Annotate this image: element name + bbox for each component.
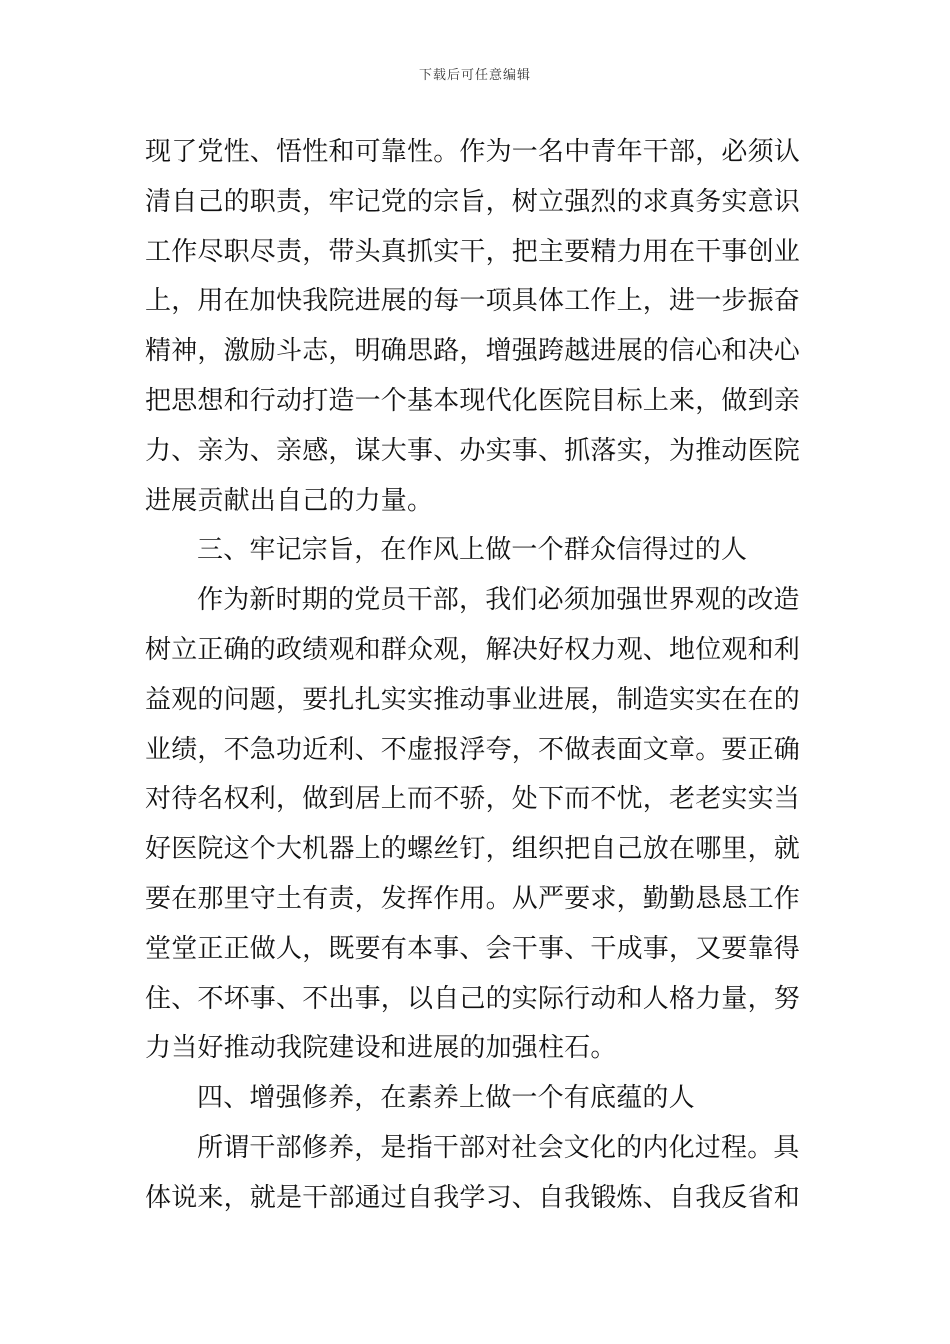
text-line: 清自己的职责，牢记党的宗旨，树立强烈的求真务实意识 <box>145 186 801 217</box>
section-heading: 三、牢记宗旨，在作风上做一个群众信得过的人 <box>197 535 748 566</box>
document-body <box>145 128 817 1224</box>
text-line: 进展贡献出自己的力量。 <box>145 485 434 516</box>
text-line: 作为新时期的党员干部，我们必须加强世界观的改造 <box>197 585 800 616</box>
text-line: 上，用在加快我院进展的每一项具体工作上，进一步振奋 <box>145 286 801 317</box>
text-line: 堂堂正正做人，既要有本事、会干事、干成事，又要靠得 <box>145 933 801 964</box>
text-line: 所谓干部修养，是指干部对社会文化的内化过程。具 <box>197 1132 800 1163</box>
text-line: 住、不坏事、不出事，以自己的实际行动和人格力量，努 <box>145 983 801 1014</box>
text-line: 益观的问题，要扎扎实实推动事业进展，制造实实在在的 <box>145 684 801 715</box>
text-line: 体说来，就是干部通过自我学习、自我锻炼、自我反省和 <box>145 1182 801 1213</box>
text-line: 工作尽职尽责，带头真抓实干，把主要精力用在干事创业 <box>145 236 801 267</box>
text-line: 树立正确的政绩观和群众观，解决好权力观、地位观和利 <box>145 634 801 665</box>
text-line: 精神，激励斗志，明确思路，增强跨越进展的信心和决心 <box>145 336 801 367</box>
page-header: 下载后可任意编辑 <box>418 68 531 83</box>
text-line: 力、亲为、亲感，谋大事、办实事、抓落实，为推动医院 <box>145 435 801 466</box>
text-line: 对待名权利，做到居上而不骄，处下而不忧，老老实实当 <box>145 784 801 815</box>
section-heading: 四、增强修养，在素养上做一个有底蕴的人 <box>197 1083 695 1114</box>
text-line: 力当好推动我院建设和进展的加强柱石。 <box>145 1033 617 1064</box>
text-line: 现了党性、悟性和可靠性。作为一名中青年干部，必须认 <box>145 137 801 167</box>
text-line: 把思想和行动打造一个基本现代化医院目标上来，做到亲 <box>145 385 801 416</box>
text-line: 要在那里守土有责，发挥作用。从严要求，勤勤恳恳工作 <box>145 883 801 914</box>
text-line: 好医院这个大机器上的螺丝钉，组织把自己放在哪里，就 <box>145 834 801 865</box>
text-line: 业绩，不急功近利、不虚报浮夸，不做表面文章。要正确 <box>145 734 801 765</box>
